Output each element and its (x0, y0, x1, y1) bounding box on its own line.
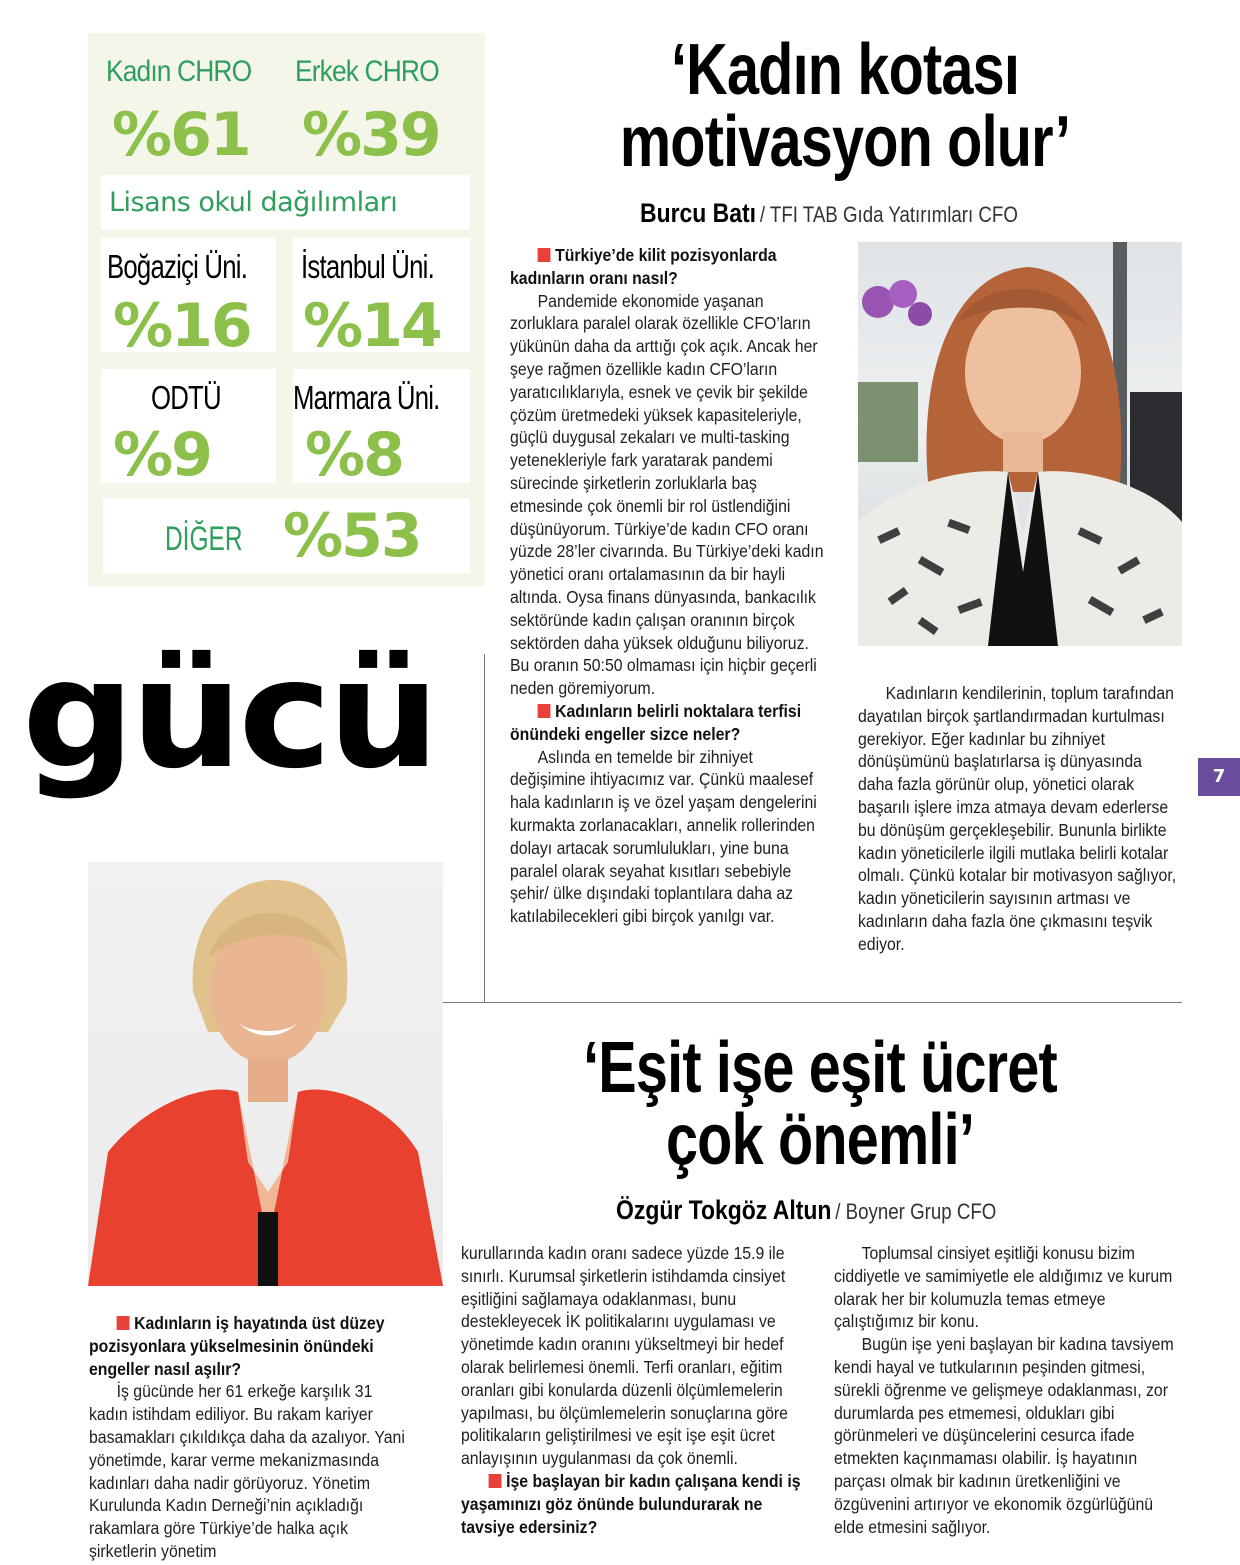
female-chro-value: %61 (112, 100, 250, 170)
author-name: Özgür Tokgöz Altun (616, 1195, 832, 1225)
answer: Toplumsal cinsiyet eşitliği konusu bizim ciddiyetle ve samimiyetle ele aldığımız ve kurum olarak her bir kolumuzla temas etmeye çalıştığımız bir konu. (834, 1243, 1173, 1332)
school-name: Marmara Üni. (293, 379, 440, 416)
school-card (293, 369, 470, 490)
square-bullet-icon (117, 1316, 130, 1330)
section-word: gücü (22, 628, 436, 802)
author-role: / Boyner Grup CFO (835, 1199, 997, 1224)
answer: İş gücünde her 61 erkeğe karşılık 31 kadın istihdam ediliyor. Bu rakam kariyer basamakları çıkıldıkça daha da azalıyor. Yani yönetimde, karar verme mekanizmasında kadınları daha nadir görüyoruz. Yönetim Kurulunda Kadın Derneği’nin açıkladığı rakamlara göre Türkiye’de halka açık şirketlerin yönetim (89, 1381, 405, 1561)
article1-column-2 (858, 682, 1183, 956)
answer: Aslında en temelde bir zihniyet değişimine ihtiyacımız var. Çünkü maalesef hala kadınların iş ve özel yaşam dengelerini kurmakta zorlanacakları, annelik rollerinden dolayı artacak sorumlulukları, yine buna paralel olarak seyahat kısıtları sebebiyle şehir/ ülke dışındaki toplantılara daha az katılabilecekleri gibi birçok yanılgı var. (510, 746, 817, 927)
school-value: %14 (303, 291, 441, 361)
school-card (101, 238, 276, 361)
article2-headline (520, 1028, 1120, 1180)
square-bullet-icon (489, 1474, 502, 1488)
portrait-illustration (88, 862, 443, 1286)
answer: Bugün işe yeni başlayan bir kadına tavsiyem kendi hayal ve tutkularının peşinden gitmesi, sürekli öğrenme ve gelişmeye odaklanması, zor durumlarda pes etmemesi, oldukları gibi görünmeleri ve düşüncelerini cesurca ifade etmekten kaçınmaması olabilir. İş hayatının parçası olmak bir kadının üretkenliğini ve özgüvenini artırıyor ve ekonomik özgürlüğünü elde etmesini sağlıyor. (834, 1334, 1174, 1537)
author-photo-burcu-bati (858, 242, 1182, 646)
schools-subtitle: Lisans okul dağılımları (109, 187, 398, 218)
question-text: İşe başlayan bir kadın çalışana kendi iş yaşamınızı göz önünde bulundurarak ne tavsiye edersiniz? (461, 1470, 801, 1537)
section-divider (443, 1002, 1182, 1003)
male-chro-value: %39 (302, 100, 440, 170)
headline-line: motivasyon olur’ (619, 102, 1071, 182)
school-card (293, 238, 470, 361)
author-role: / TFI TAB Gıda Yatırımları CFO (759, 202, 1018, 227)
answer: kurullarında kadın oranı sadece yüzde 15.9 ile sınırlı. Kurumsal şirketlerin istihdamda cinsiyet eşitliğini sağlamaya odaklanması, bunu destekleyecek İK politikalarını uygulaması ve yönetimde kadın oranını yükseltmeyi bir hedef olarak belirlemesi önemli. Terfi oranları, eğitim oranları gibi konularda düzenli ölçümlemelerin yapılması, bu ölçümlemelerin sonuçlarına göre politikaların geliştirilmesi ve eşit işe eşit ücret anlayışının uygulanması da çok önemli. (461, 1243, 788, 1469)
question (461, 1470, 814, 1538)
square-bullet-icon (538, 704, 551, 718)
article2-column-3 (834, 1242, 1184, 1538)
school-card (101, 369, 276, 490)
article1-byline (640, 198, 1018, 229)
author-photo-ozgur-tokgoz-altun (88, 862, 443, 1286)
article1-column-1 (510, 244, 830, 928)
other-label: DİĞER (165, 520, 243, 558)
article2-column-1 (89, 1312, 409, 1563)
article2-byline (616, 1195, 996, 1226)
question-text: Türkiye’de kilit pozisyonlarda kadınların oranı nasıl? (510, 245, 777, 288)
infographic-panel (88, 33, 485, 586)
answer: Kadınların kendilerinin, toplum tarafından dayatılan birçok şartlandırmadan kurtulması gerekiyor. Eğer kadınlar bu zihniyet dönüşümünü başlatırlarsa iş dünyasında daha fazla görünür olup, yönetici olarak başarılı işlere imza atmaya devam ederlerse bu dönüşüm gerçekleşebilir. Bununla birlikte kadın yöneticilerle ilgili mutlaka belirli kotalar olmalı. Çünkü kotalar bir motivasyon sağlıyor, kadın yöneticilerin sayısının artması ve kadınların daha fazla öne çıkmasını teşvik ediyor. (858, 683, 1177, 954)
headline-line: ‘Kadın kotası (670, 30, 1020, 110)
school-name: İstanbul Üni. (301, 248, 434, 285)
other-value: %53 (283, 501, 421, 571)
portrait-illustration (858, 242, 1182, 646)
author-name: Burcu Batı (640, 198, 757, 228)
answer: Pandemide ekonomide yaşanan zorluklara paralel olarak özellikle CFO’ların yükünün daha da arttığı çok açık. Ancak her şeye rağmen özellikle kadın CFO’ların yaratıcılıklarıyla, esnek ve çevik bir şekilde çözüm üretmedeki yüksek kapasiteleriyle, güçlü duygusal zekaları ve multi-tasking yetenekleriyle fark yaratarak pandemi sürecinde şirketlerin zorluklarla baş etmesinde çok önemli bir rol üstlendiğini düşünüyorum. Türkiye’de kadın CFO oranı yüzde 28’ler civarında. Bu Türkiye’deki kadın yönetici oranı ortalamasının da bir hayli altında. Oysa finans dünyasında, bankacılık sektöründe kadın çalışan oranının birçok sektörden daha yüksek olduğunu biliyoruz. Bu oranın 50:50 olmaması için hiçbir geçerli neden göremiyorum. (510, 290, 824, 699)
article1-headline (530, 30, 1160, 182)
school-value: %9 (113, 420, 211, 490)
question-text: Kadınların iş hayatında üst düzey pozisyonlara yükselmesinin önündeki engeller nasıl aşılır? (89, 1313, 385, 1379)
question (510, 700, 828, 746)
square-bullet-icon (538, 248, 551, 262)
question-text: Kadınların belirli noktalara terfisi önündeki engeller sizce neler? (510, 700, 802, 744)
school-value: %16 (113, 291, 251, 361)
headline-line: çok önemli’ (665, 1100, 975, 1180)
column-divider (484, 654, 485, 1002)
other-box (103, 498, 470, 573)
school-name: ODTÜ (151, 379, 221, 416)
female-chro-label: Kadın CHRO (106, 55, 252, 88)
school-value: %8 (305, 420, 403, 490)
question (89, 1312, 407, 1380)
school-name: Boğaziçi Üni. (107, 248, 248, 285)
subtitle-box (101, 175, 470, 230)
article2-column-2 (461, 1242, 816, 1538)
headline-line: ‘Eşit işe eşit ücret (583, 1028, 1057, 1108)
question (510, 244, 828, 290)
male-chro-label: Erkek CHRO (295, 55, 439, 88)
page-number-badge: 7 (1198, 758, 1240, 796)
